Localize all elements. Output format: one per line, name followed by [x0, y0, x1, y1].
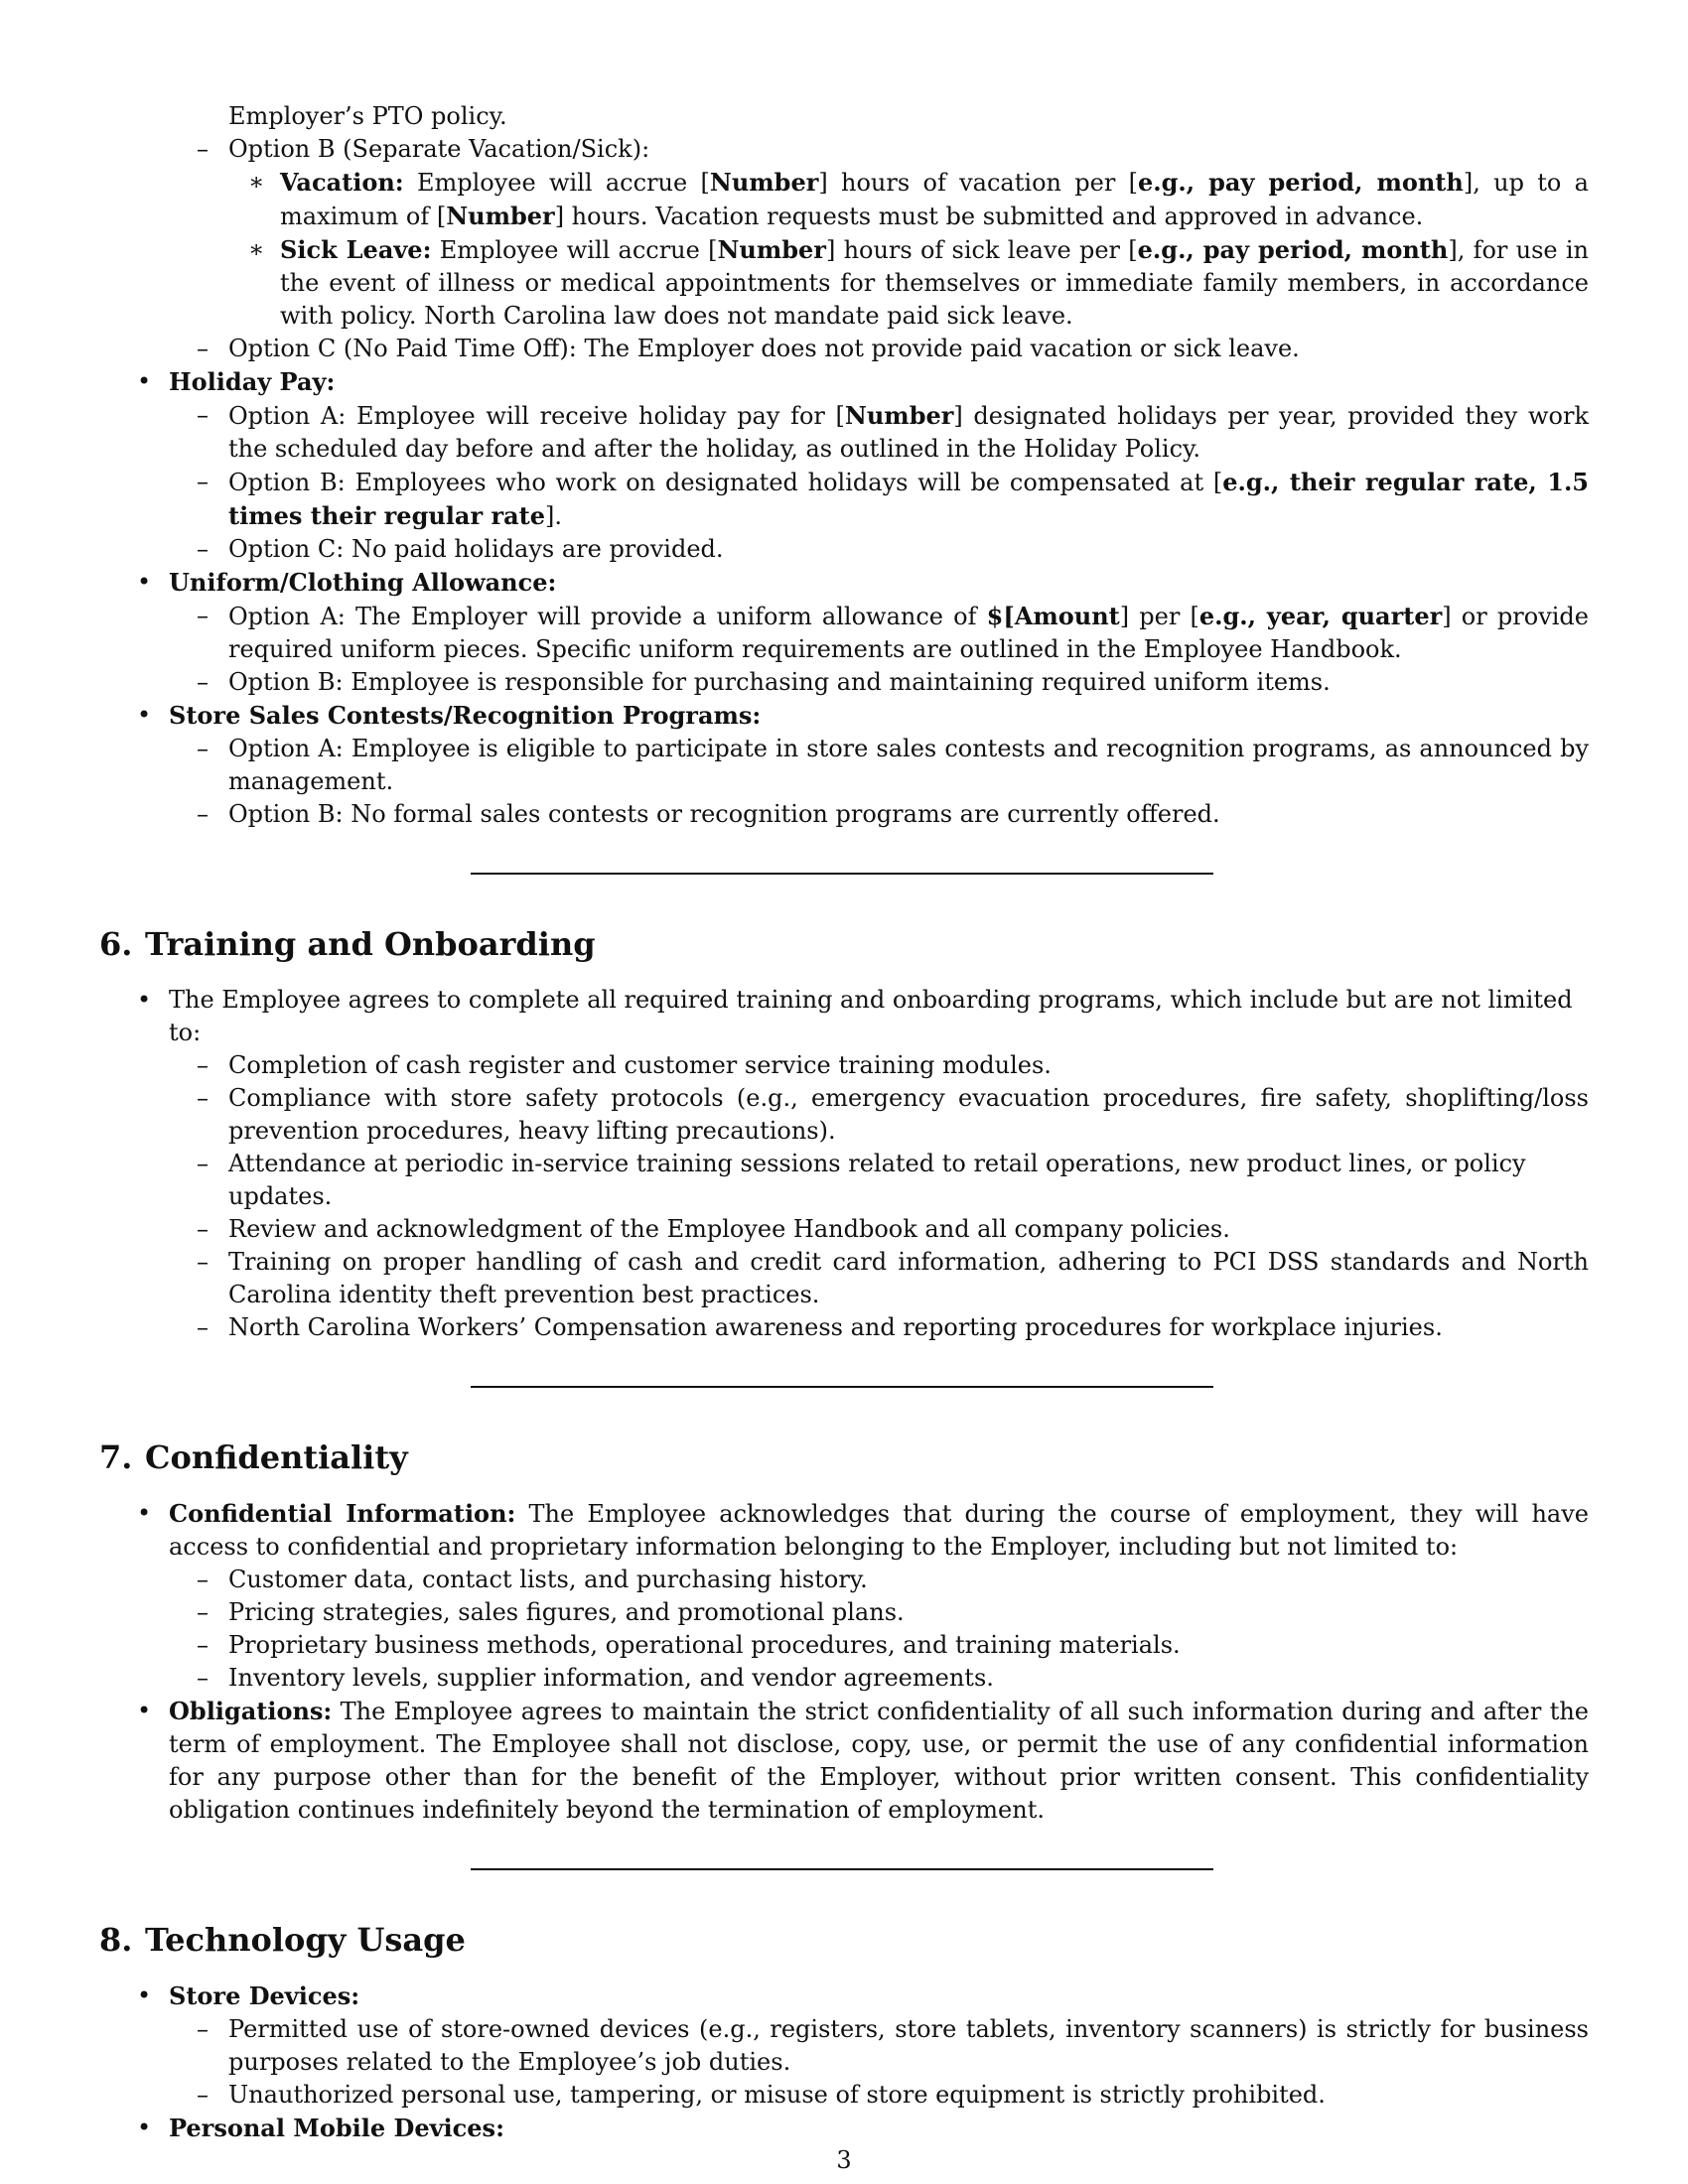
- option-b-title: Option B (Separate Vacation/Sick):: [228, 135, 650, 163]
- dash-marker: –: [197, 1248, 209, 1276]
- text: ] per [: [1119, 603, 1199, 630]
- holiday-pay-item: [99, 365, 1589, 566]
- text: Review and acknowledgment of the Employee Handbook and all company policies.: [228, 1215, 1230, 1243]
- contests-options-list: [169, 733, 1589, 831]
- dash-marker: –: [197, 1664, 209, 1692]
- list-item: [99, 1148, 1589, 1213]
- section-number: 7.: [99, 1438, 133, 1476]
- vacation-sick-list: [228, 166, 1589, 333]
- text: Training on proper handling of cash and credit card information, adhering to PCI DSS standards and North Carolina identity theft prevention best practices.: [228, 1248, 1589, 1308]
- section-divider: [471, 873, 1213, 875]
- list-item: [99, 1049, 1589, 1082]
- store-devices-list: [169, 2013, 1589, 2112]
- section-title: Technology Usage: [145, 1921, 466, 1959]
- star-marker: ∗: [248, 168, 265, 196]
- text: ] hours of vacation per [: [818, 169, 1138, 197]
- list-item: [99, 1311, 1589, 1344]
- text: Option B: Employee is responsible for purchasing and maintaining required uniform items.: [228, 668, 1331, 696]
- dash-marker: –: [197, 2015, 209, 2043]
- list-item: [99, 666, 1589, 699]
- bullet-marker: •: [137, 2114, 152, 2141]
- text: Attendance at periodic in-service training sessions related to retail operations, new product lines, or policy updates.: [228, 1150, 1526, 1210]
- text: ] or provide required uniform pieces. Specific uniform requirements are outlined in the Employee Handbook.: [228, 603, 1589, 663]
- placeholder-period: e.g., pay period, month: [1138, 168, 1464, 197]
- page-content: [99, 100, 1589, 2145]
- list-item: [99, 133, 1589, 333]
- confidential-items-list: [169, 1564, 1589, 1695]
- text: Option C: No paid holidays are provided.: [228, 535, 724, 563]
- list-item: [99, 1213, 1589, 1246]
- dash-marker: –: [197, 1313, 209, 1341]
- list-item: [99, 466, 1589, 533]
- list-item: [99, 1596, 1589, 1629]
- holiday-options-list: [169, 399, 1589, 566]
- sick-leave-label: Sick Leave:: [280, 235, 432, 264]
- holiday-pay-label: Holiday Pay:: [169, 367, 336, 396]
- dash-marker: –: [197, 1566, 209, 1593]
- text: North Carolina Workers’ Compensation awareness and reporting procedures for workplace injuries.: [228, 1313, 1443, 1341]
- list-item: [99, 2079, 1589, 2112]
- sales-contests-item: [99, 699, 1589, 831]
- dash-marker: –: [197, 468, 209, 495]
- text: ] hours of sick leave per [: [825, 236, 1138, 264]
- section-divider: [471, 1386, 1213, 1388]
- store-devices-label: Store Devices:: [169, 1981, 360, 2010]
- text: The Employee acknowledges that during the course of employment, they will have access to confidential and proprietary information belonging to the Employer, including but not limited to:: [169, 1500, 1590, 1561]
- vacation-item: [99, 166, 1589, 233]
- dash-marker: –: [197, 2081, 209, 2109]
- text: Employee will accrue [: [431, 236, 718, 264]
- section-heading-technology: [99, 1920, 1589, 1960]
- text: ].: [545, 502, 563, 530]
- text: Customer data, contact lists, and purchasing history.: [228, 1566, 868, 1593]
- list-item: [99, 1246, 1589, 1311]
- text: The Employee agrees to maintain the strict confidentiality of all such information during and after the term of employment. The Employee shall not disclose, copy, use, or permit the use of any confidential information for any purpose other than for the benefit of the Employer, without prior written consent. This confidentiality obligation continues indefinitely beyond the termination of employment.: [169, 1698, 1589, 1824]
- list-item: [99, 1629, 1589, 1662]
- text: Option A: Employee is eligible to participate in store sales contests and recognition programs, as announced by management.: [228, 735, 1589, 795]
- list-item: [99, 2013, 1589, 2079]
- option-c-text: Option C (No Paid Time Off): The Employer does not provide paid vacation or sick leave.: [228, 335, 1300, 362]
- sick-leave-item: [99, 233, 1589, 333]
- section-title: Training and Onboarding: [145, 925, 596, 963]
- dash-marker: –: [197, 668, 209, 696]
- list-item: [99, 1564, 1589, 1596]
- dash-marker: –: [197, 1598, 209, 1626]
- training-items-list: [169, 1049, 1589, 1344]
- text: ] designated holidays per year, provided they work the scheduled day before and after the holiday, as outlined in the Holiday Policy.: [228, 402, 1589, 463]
- dash-marker: –: [197, 535, 209, 563]
- text: ], up to a maximum of [: [280, 169, 1589, 230]
- text: Option A: Employee will receive holiday pay for [: [228, 402, 845, 430]
- bullet-marker: •: [137, 1981, 152, 2009]
- technology-list: [99, 1979, 1589, 2145]
- text: Proprietary business methods, operational procedures, and training materials.: [228, 1631, 1181, 1659]
- section-title: Confidentiality: [145, 1438, 408, 1476]
- text: Option A: The Employer will provide a uniform allowance of: [228, 603, 987, 630]
- obligations-label: Obligations:: [169, 1697, 333, 1725]
- placeholder-period: e.g., pay period, month: [1137, 235, 1449, 264]
- dash-marker: –: [197, 800, 209, 828]
- pto-continuation: Employer’s PTO policy.: [228, 102, 507, 130]
- section-number: 8.: [99, 1921, 133, 1959]
- dash-marker: –: [197, 1150, 209, 1177]
- dash-marker: –: [197, 135, 209, 163]
- section-heading-confidentiality: [99, 1437, 1589, 1477]
- text: Unauthorized personal use, tampering, or misuse of store equipment is strictly prohibited.: [228, 2081, 1326, 2109]
- placeholder-amount: $[Amount: [986, 602, 1120, 630]
- dash-marker: –: [197, 1051, 209, 1079]
- uniform-label: Uniform/Clothing Allowance:: [169, 568, 557, 597]
- confidentiality-list: [99, 1497, 1589, 1827]
- placeholder-period: e.g., year, quarter: [1198, 602, 1443, 630]
- text: Inventory levels, supplier information, and vendor agreements.: [228, 1664, 994, 1692]
- text: Option B: No formal sales contests or recognition programs are currently offered.: [228, 800, 1220, 828]
- personal-devices-item: [99, 2112, 1589, 2145]
- text: Option B: Employees who work on designated holidays will be compensated at [: [228, 469, 1223, 496]
- dash-marker: –: [197, 335, 209, 362]
- text: Completion of cash register and customer service training modules.: [228, 1051, 1052, 1079]
- bullet-marker: •: [137, 568, 152, 596]
- list-item: [99, 1082, 1589, 1148]
- uniform-allowance-item: [99, 566, 1589, 699]
- store-devices-item: [99, 1979, 1589, 2112]
- bullet-marker: •: [137, 1697, 152, 1724]
- uniform-options-list: [169, 600, 1589, 699]
- page-number: 3: [836, 2146, 852, 2174]
- list-item: [99, 399, 1589, 466]
- section-divider: [471, 1868, 1213, 1870]
- personal-devices-label: Personal Mobile Devices:: [169, 2114, 504, 2142]
- placeholder-rate: e.g., their regular rate, 1.5 times their regular rate: [228, 468, 1589, 530]
- bullet-marker: •: [137, 1499, 152, 1527]
- placeholder-number: Number: [717, 235, 826, 264]
- text: Pricing strategies, sales figures, and promotional plans.: [228, 1598, 905, 1626]
- bullet-marker: •: [137, 367, 152, 395]
- dash-marker: –: [197, 401, 209, 429]
- bullet-marker: •: [137, 701, 152, 729]
- text: The Employee agrees to complete all required training and onboarding programs, which include but are not limited to:: [169, 986, 1573, 1046]
- list-item: [99, 733, 1589, 798]
- dash-marker: –: [197, 602, 209, 629]
- dash-marker: –: [197, 1084, 209, 1112]
- list-item: [99, 1662, 1589, 1695]
- contests-label: Store Sales Contests/Recognition Programs:: [169, 701, 762, 730]
- text: Employee will accrue [: [403, 169, 710, 197]
- dash-marker: –: [197, 735, 209, 762]
- pto-options-list: [99, 133, 1589, 365]
- benefits-list: [99, 365, 1589, 831]
- placeholder-number: Number: [446, 202, 555, 230]
- placeholder-number: Number: [709, 168, 819, 197]
- bullet-marker: •: [137, 986, 152, 1014]
- section-heading-training: [99, 924, 1589, 964]
- dash-marker: –: [197, 1215, 209, 1243]
- text: ], for use in the event of illness or medical appointments for themselves or immediate family members, in accordance with policy. North Carolina law does not mandate paid sick leave.: [280, 236, 1590, 330]
- vacation-label: Vacation:: [280, 168, 404, 197]
- confidential-info-label: Confidential Information:: [169, 1499, 516, 1528]
- confidential-info-item: [99, 1497, 1589, 1695]
- section-number: 6.: [99, 925, 133, 963]
- text: Permitted use of store-owned devices (e.g., registers, store tablets, inventory scanners) is strictly for business purposes related to the Employee’s job duties.: [228, 2015, 1589, 2076]
- training-intro-item: [99, 984, 1589, 1344]
- star-marker: ∗: [248, 235, 265, 263]
- text: ] hours. Vacation requests must be submitted and approved in advance.: [554, 203, 1424, 230]
- placeholder-number: Number: [844, 401, 954, 430]
- list-item: [99, 798, 1589, 831]
- training-list: [99, 984, 1589, 1344]
- text: Compliance with store safety protocols (e.g., emergency evacuation procedures, fire safety, shoplifting/loss prevention procedures, heavy lifting precautions).: [228, 1084, 1589, 1145]
- list-item: [99, 600, 1589, 666]
- obligations-item: [99, 1695, 1589, 1827]
- dash-marker: –: [197, 1631, 209, 1659]
- list-item: [99, 533, 1589, 566]
- list-item: [99, 333, 1589, 365]
